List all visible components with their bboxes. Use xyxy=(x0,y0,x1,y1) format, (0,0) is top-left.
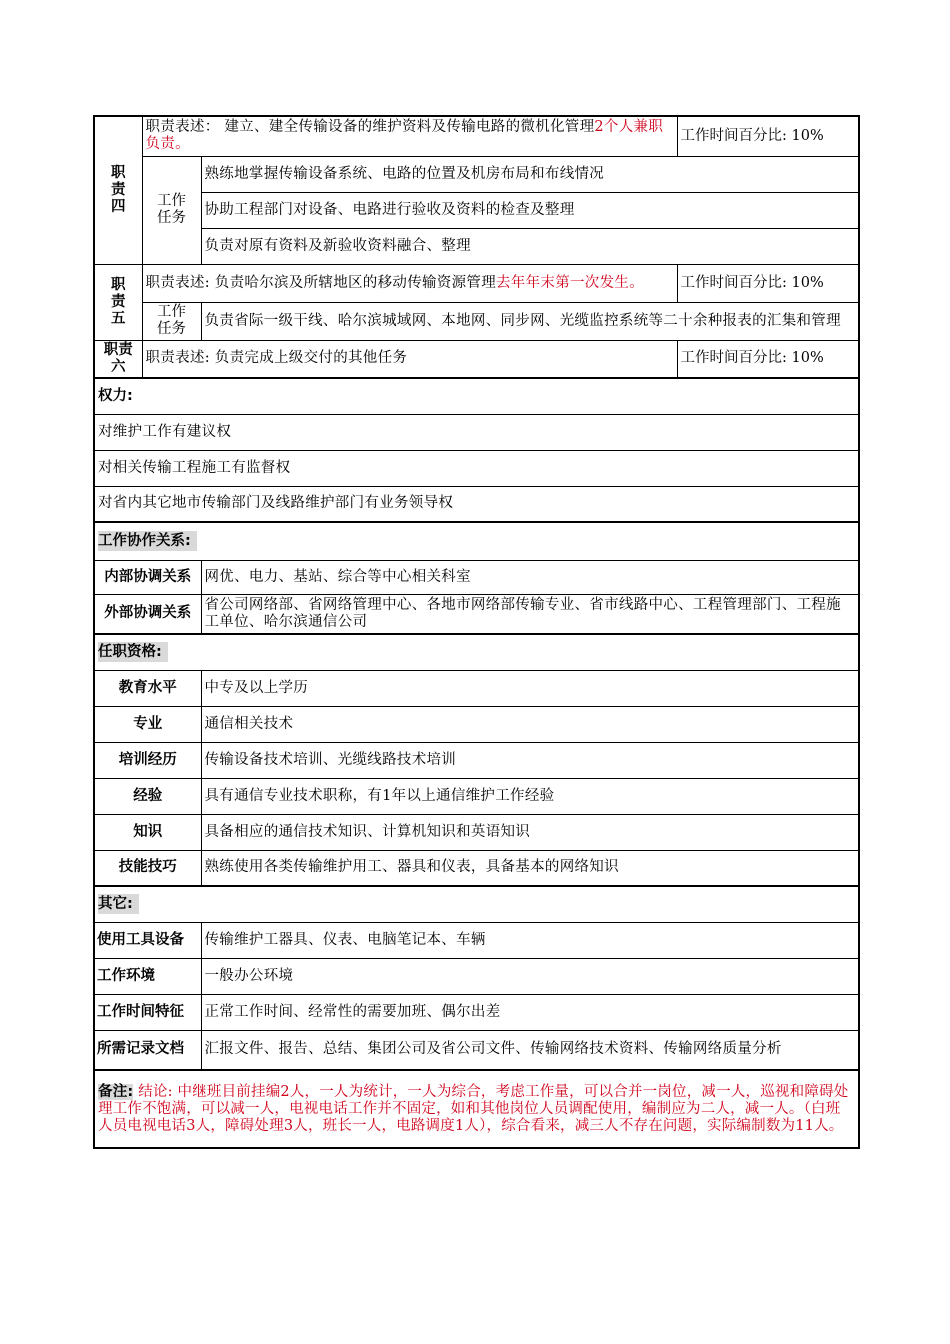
qualification-heading: 任职资格: xyxy=(94,634,859,670)
job-description-document xyxy=(93,115,858,1149)
education-value: 中专及以上学历 xyxy=(201,670,859,706)
duty-4-task-1: 熟练地掌握传输设备系统、电路的位置及机房布局和布线情况 xyxy=(201,156,859,192)
environment-label: 工作环境 xyxy=(94,958,201,994)
external-coordination-label: 外部协调关系 xyxy=(94,594,201,634)
major-label: 专业 xyxy=(94,706,201,742)
duty-5-label: 职 责 五 xyxy=(94,264,142,340)
duty-5-task-label: 工作 任务 xyxy=(142,302,201,340)
duty-4-description: 职责表述： 建立、建全传输设备的维护资料及传输电路的微机化管理2个人兼职负责。 xyxy=(142,116,677,156)
duty-4-task-label: 工作 任务 xyxy=(142,156,201,264)
environment-value: 一般办公环境 xyxy=(201,958,859,994)
experience-value: 具有通信专业技术职称，有1年以上通信维护工作经验 xyxy=(201,778,859,814)
tools-label: 使用工具设备 xyxy=(94,922,201,958)
documents-label: 所需记录文档 xyxy=(94,1030,201,1070)
skills-label: 技能技巧 xyxy=(94,850,201,886)
training-label: 培训经历 xyxy=(94,742,201,778)
internal-coordination-value: 网优、电力、基站、综合等中心相关科室 xyxy=(201,560,859,594)
remarks-label: 备注: xyxy=(98,1083,134,1100)
major-value: 通信相关技术 xyxy=(201,706,859,742)
other-heading: 其它: xyxy=(94,886,859,922)
remarks-text: 结论: 中继班目前挂编2人，一人为统计，一人为综合，考虑工作量，可以合并一岗位，减一人，巡视和障碍处理工作不饱满，可以减一人，电视电话工作并不固定，如和其他岗位人员调配使用，编制应为二人，减一人。（白班人员电视电话3人，障碍处理3人，班长一人，电路调度1人），综合看来，减三人不存在问题，实际编制数为11人。 xyxy=(98,1083,849,1134)
external-coordination-value: 省公司网络部、省网络管理中心、各地市网络部传输专业、省市线路中心、工程管理部门、工程施工单位、哈尔滨通信公司 xyxy=(201,594,859,634)
duty-5-description: 职责表述: 负责哈尔滨及所辖地区的移动传输资源管理去年年末第一次发生。 xyxy=(142,264,677,302)
work-time-label: 工作时间特征 xyxy=(94,994,201,1030)
duty-4-label: 职 责 四 xyxy=(94,116,142,264)
authority-heading: 权力: xyxy=(94,378,859,414)
knowledge-value: 具备相应的通信技术知识、计算机知识和英语知识 xyxy=(201,814,859,850)
documents-value: 汇报文件、报告、总结、集团公司及省公司文件、传输网络技术资料、传输网络质量分析 xyxy=(201,1030,859,1070)
training-value: 传输设备技术培训、光缆线路技术培训 xyxy=(201,742,859,778)
duty-6-description: 职责表述: 负责完成上级交付的其他任务 xyxy=(142,340,677,378)
work-time-value: 正常工作时间、经常性的需要加班、偶尔出差 xyxy=(201,994,859,1030)
authority-item-3: 对省内其它地市传输部门及线路维护部门有业务领导权 xyxy=(94,486,859,522)
education-label: 教育水平 xyxy=(94,670,201,706)
internal-coordination-label: 内部协调关系 xyxy=(94,560,201,594)
job-description-table xyxy=(93,115,860,1149)
duty-5-task: 负责省际一级干线、哈尔滨城域网、本地网、同步网、光缆监控系统等二十余种报表的汇集和管理 xyxy=(201,302,859,340)
duty-5-percentage: 工作时间百分比: 10% xyxy=(677,264,859,302)
knowledge-label: 知识 xyxy=(94,814,201,850)
duty-6-percentage: 工作时间百分比: 10% xyxy=(677,340,859,378)
authority-item-2: 对相关传输工程施工有监督权 xyxy=(94,450,859,486)
cooperation-heading: 工作协作关系: xyxy=(94,522,859,560)
duty-4-task-2: 协助工程部门对设备、电路进行验收及资料的检查及整理 xyxy=(201,192,859,228)
experience-label: 经验 xyxy=(94,778,201,814)
duty-6-label: 职责 六 xyxy=(94,340,142,378)
authority-item-1: 对维护工作有建议权 xyxy=(94,414,859,450)
skills-value: 熟练使用各类传输维护用工、器具和仪表，具备基本的网络知识 xyxy=(201,850,859,886)
duty-4-task-3: 负责对原有资料及新验收资料融合、整理 xyxy=(201,228,859,264)
duty-4-percentage: 工作时间百分比: 10% xyxy=(677,116,859,156)
remarks-cell xyxy=(94,1070,859,1148)
tools-value: 传输维护工器具、仪表、电脑笔记本、车辆 xyxy=(201,922,859,958)
